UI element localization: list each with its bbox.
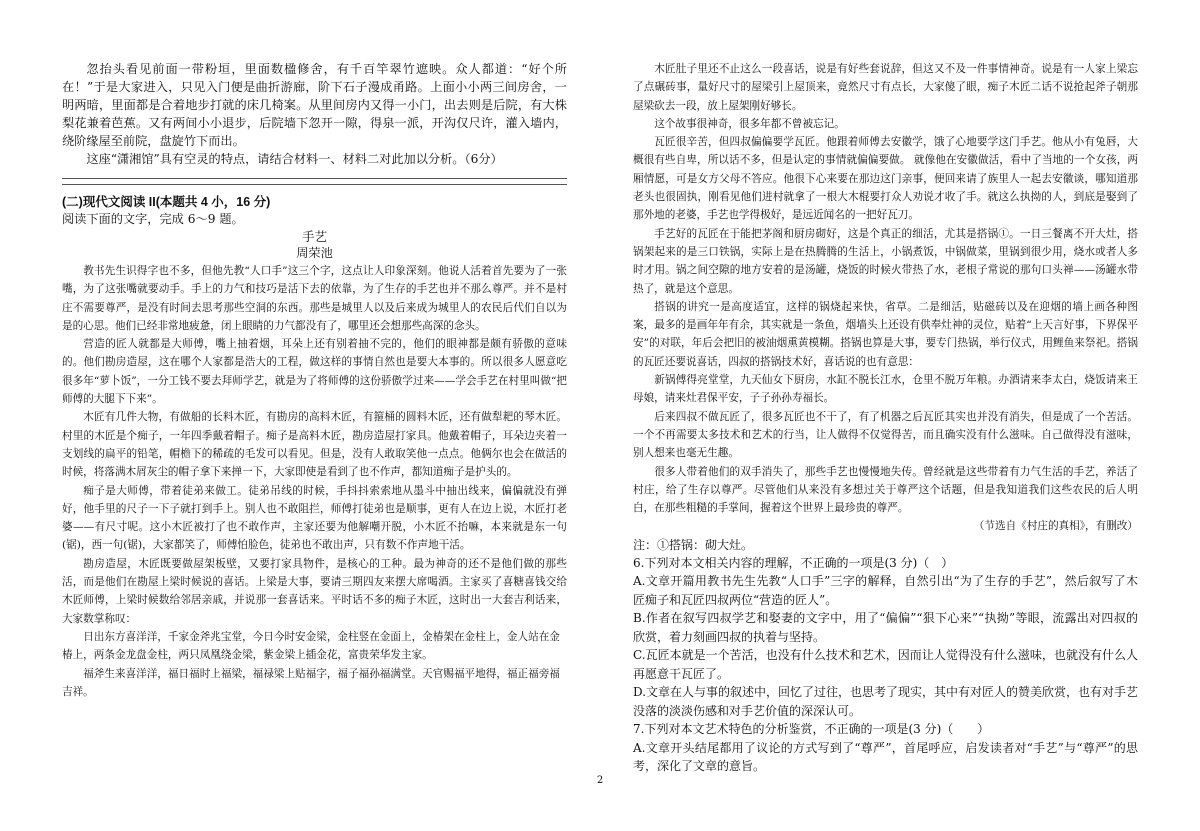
divider-line [62, 178, 567, 179]
question-stem: 6.下列对本文相关内容的理解，不正确的一项是(3 分)（ ） [633, 555, 954, 570]
material-paragraph: 忽抬头看见前面一带粉垣，里面数楹修舍，有千百竿翠竹遮映。众人都道：“好个所在！”于是大家进入，只见入门便是曲折游廊，阶下石子漫成甬路。上面小小两三间房舍，一明两暗，里面都是合着地步打就的床几椅案。从里间房内又得一小门，出去则是后院，有大株梨花兼着芭蕉。又有两间小小退步，后院墙下忽开一隙，得泉一派，开沟仅尺许，灌入墙内，绕阶缘屋至前院，盘旋竹下而出。 [62, 62, 567, 148]
answer-option: D.文章在人与事的叙述中，回忆了过往，也思考了现实，其中有对匠人的赞美欣赏，也有对手艺没落的淡淡伤感和对手艺价值的深深认可。 [633, 685, 1139, 718]
article-paragraph: 木匠肚子里还不止这么一段喜话，说是有好些套说辞，但这又不及一件事情神奇。说是有一人家上梁忘了点碾砖事，量好尺寸的屋梁引上屋顶来，竟然尺寸有点长，大家傻了眼，痴子木匠二话不说抢起斧子朝那屋梁砍去一段，放上屋架刚好够长。 [633, 63, 1138, 112]
verse-paragraph: 福斧生来喜洋洋，福日福时上福梁，福禄梁上贴福字，福子福孙福满堂。天官赐福平地得，福正福旁福吉祥。 [62, 667, 560, 698]
verse-paragraph: 新锅傅得亮堂堂，九天仙女下厨房，水缸不脱长江水，仓里不脱万年粮。办酒请来李太白，烧饭请来王母娘，请来灶君保平安，子子孙孙寿福长。 [633, 374, 1138, 405]
article-paragraph: 搭锅的讲究一是高度适宜，这样的锅烧起来快，省草。二是细活，贴磁砖以及在迎烟的墙上画各种图案，最多的是画年年有余，其实就是一条鱼，烟墙头上还设有供奉灶神的灵位，贴着“上天言好事，下界保平安”的对联，年后会把旧的被油烟熏黄模糊。搭锅也算是大事，要专门热锅，举行仪式，用鲤鱼来祭祀。搭锅的瓦匠还要说喜话，四叔的搭锅技术好，喜话说的也有意思： [633, 300, 1138, 368]
article-paragraph: 瓦匠很辛苦，但四叔偏偏要学瓦匠。他跟着师傅去安徽学，饿了心地要学这门手艺。他从小有兔唇，大概很有些自卑，所以话不多，但是认定的事情就偏偏要做。 就像他在安徽做活，看中了当地的一个女孩，两厢情愿，可是女方父母不答应。他很下心来要在那边这门亲事，便回来请了族里人一起去安徽谈，哪知道那老头也很固执，刚看见他们进村就拿了一根大木棍要打众人劝说才收了手。就这么执拗的人，到底是娶到了那外地的老婆，手艺也学得极好，是远近闻名的一把好瓦刀。 [633, 136, 1138, 222]
article-title: 手艺 [301, 229, 327, 244]
article-paragraph: 痴子是大师傅，带着徒弟来做工。徒弟吊线的时候，手抖抖索索地从墨斗中抽出线来，偏偏就没有弹好，他手里的尺子一下子就打到手上。别人也不敢阻拦，师傅打徒弟也是顺事，更有人在边上说，木匠打老婆——有尺寸呢。这小木匠被打了也不敢作声，主家还要为他解嘲开脱，小木匠不抬嘛，本来就是东一句(锯)，西一句(锯)，大家都笑了，师傅怕脸色，徒弟也不敢出声，只有数不作声地干活。 [62, 484, 567, 552]
article-paragraph: 这个故事很神奇，很多年都不曾被忘记。 [654, 117, 845, 130]
article-paragraph: 后来四叔不做瓦匠了，很多瓦匠也不干了，有了机器之后瓦匠其实也并没有消失，但是成了一个苦活。一个不再需要太多技术和艺术的行当，让人做得不仅觉得苦，而且确实没有什么滋味。自己做得没有滋味，别人想来也毫无生趣。 [633, 410, 1138, 460]
answer-option: A.文章开头结尾都用了议论的方式写到了“尊严”，首尾呼应，启发读者对“手艺”与“尊严”的思考，深化了文章的意旨。 [633, 740, 1138, 774]
page-number: 2 [596, 775, 604, 786]
left-column [62, 60, 567, 701]
answer-option: A.文章开篇用教书先生先教“人口手”三字的解释，自然引出“为了生存的手艺”，然后叙写了木匠痴子和瓦匠四叔两位“营造的匠人”。 [633, 574, 1138, 607]
divider-line [62, 184, 567, 185]
answer-option: C.瓦匠本就是一个苦活，也没有什么技术和艺术，因而让人觉得没有什么滋味，也就没有什么人再愿意干瓦匠了。 [633, 648, 1138, 681]
verse-paragraph: 日出东方喜洋洋，千家金斧兆宝堂，今日今时安金梁，金柱竖在金面上，金椿架在金柱上，金人站在金椿上，两条金龙盘金柱，两只凤凰绕金梁，紫金梁上插金花，富贵荣华发主家。 [62, 630, 560, 662]
answer-option: B.作者在叙写四叔学艺和娶妻的文字中，用了“偏偏”“狠下心来”“执拗”等眼，流露出对四叔的欣赏，着力刻画四叔的执着与坚持。 [633, 611, 1138, 644]
article-paragraph: 勘房造屋，木匠既要做屋架板壁，又要打家具物件，是核心的工种。最为神奇的还不是他们做的那些活，而是他们在勘屋上梁时候说的喜话。上梁是大事，要请三期四友来摆大席喝酒。主家买了喜糖喜钱交给木匠师傅，上梁时候数给邻居亲戚，并说那一套喜话来。平时话不多的痴子木匠，这时出一大套吉利话来，大家数掌称叹： [62, 557, 567, 625]
right-column [633, 60, 1138, 776]
article-source: （节选自《村庄的真相》，有删改） [973, 520, 1138, 533]
section-heading: (二)现代文阅读 II(本题共 4 小，16 分) [62, 195, 271, 209]
question-stem: 7.下列对本文艺术特色的分析鉴赏，不正确的一项是(3 分)（ ） [633, 722, 990, 737]
article-paragraph: 木匠有几件大物，有做船的长料木匠，有勘房的高料木匠，有箍桶的圆料木匠，还有做犁耙的琴木匠。村里的木匠是个痴子，一年四季戴着帽子。痴子是高料木匠，勘房造屋打家具。他戴着帽子，耳朵边夹着一支划线的扁平的铅笔，帽檐下的稀疏的毛发可以看见。但是，没有人敢取笑他一点点。他俩尔也会在做活的时候，将落满木屑灰尘的帽子拿下来掸一下，大家即使是看到了也不作声，都知道痴子是护头的。 [62, 411, 567, 479]
article-paragraph: 手艺好的瓦匠在于能把茅阁和厨房砌好，这是个真正的细活，尤其是搭锅①。一日三餐离不开大灶，搭锅架起来的是三口铁锅，实际上是在热腾腾的生活上，小锅煮饭，中锅做菜，里锅到很少用，烧水或者人多时才用。锅之间空隙的地方安着的是汤罐，烧饭的时候火带热了水，老根子常说的那句口头禅——汤罐水带热了，就是这个意思。 [633, 227, 1138, 295]
article-paragraph: 很多人带着他们的双手消失了，那些手艺也慢慢地失传。曾经就是这些带着有力气生活的手艺，养活了村庄，给了生存以尊严。尽管他们从来没有多想过关于尊严这个话题，但是我知道我们这些农民的后人明白，在那些粗糙的手掌间，握着这个世界上最珍贵的尊严。 [633, 465, 1138, 515]
question-5-prompt: 这座“潇湘馆”具有空灵的特点，请结合材料一、材料二对此加以分析。（6分） [86, 152, 503, 166]
footnote: 注：①搭锅：砌大灶。 [633, 537, 754, 552]
reading-instruction: 阅读下面的文字，完成 6～9 题。 [62, 212, 244, 226]
article-author: 周荣池 [296, 246, 333, 260]
article-paragraph: 教书先生识得字也不多，但他先教“人口手”这三个字，这点让人印象深刻。他说人活着首先要为了一张嘴，为了这张嘴就要动手。手上的力气和技巧是活下去的依靠，为了生存的手艺也并不那么尊严。并不是村庄不需要尊严，是没有时间去思考那些空洞的东西。那些是城里人以及后来成为城里人的农民后代们自以为是的心思。他们已经非常地疲惫，闭上眼睛的力气都没有了，哪里还会想那些高深的念头。 [62, 265, 567, 332]
article-paragraph: 营造的匠人就都是大师傅，嘴上抽着烟，耳朵上还有别着抽不完的，他们的眼神都是颇有骄傲的意味的。他们勘房造屋，这在哪个人家都是浩大的工程，做这样的事情自然也是要大本事的。所以很多人愿意吃很多年“萝卜饭”，一分工钱不要去拜师学艺，就是为了将师傅的这份骄傲学过来——学会手艺在村里叫做“把师傅的大腿下下来”。 [62, 338, 567, 406]
